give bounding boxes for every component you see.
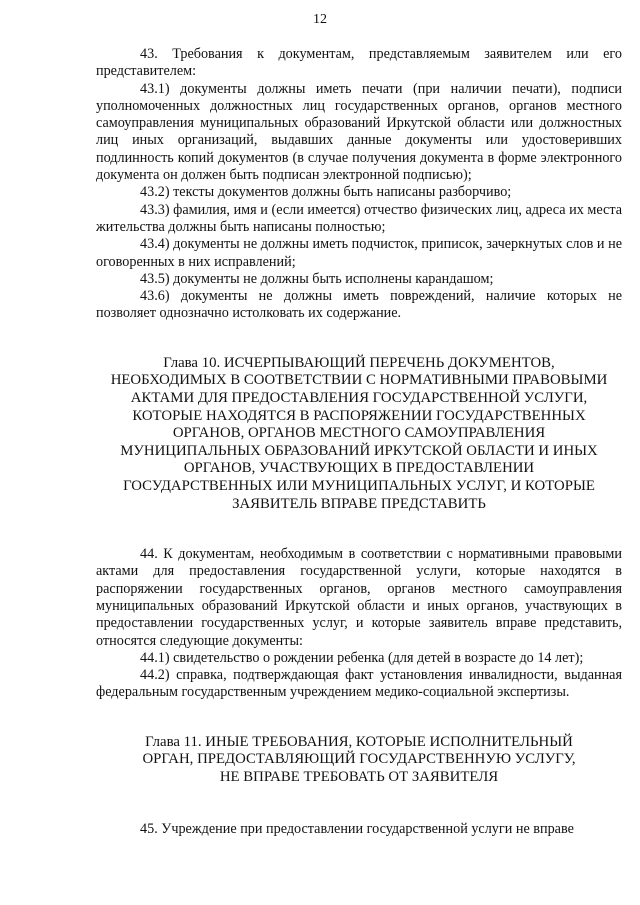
heading-line: Глава 11. ИНЫЕ ТРЕБОВАНИЯ, КОТОРЫЕ ИСПОЛНИТЕЛЬНЫЙ [145,733,573,750]
heading-line: ОРГАНОВ, УЧАСТВУЮЩИХ В ПРЕДОСТАВЛЕНИИ [183,460,535,477]
page-number: 12 [313,12,327,27]
heading-line: ЗАЯВИТЕЛЬ ВПРАВЕ ПРЕДСТАВИТЬ [232,495,486,512]
paragraph-43: 43. Требования к документам, представляемым заявителем или его представителем: [96,46,622,80]
heading-line: МУНИЦИПАЛЬНЫХ ОБРАЗОВАНИЙ ИРКУТСКОЙ ОБЛАСТИ И ИНЫХ [120,442,598,459]
paragraph-43-6: 43.6) документы не должны иметь повреждений, наличие которых не позволяет однозначно истолковать их содержание. [96,288,622,322]
chapter-11-heading [96,734,622,787]
heading-line: ГОСУДАРСТВЕННЫХ ИЛИ МУНИЦИПАЛЬНЫХ УСЛУГ, И КОТОРЫЕ [123,477,595,494]
heading-line: ОРГАНОВ, ОРГАНОВ МЕСТНОГО САМОУПРАВЛЕНИЯ [172,425,546,442]
paragraph-44-2: 44.2) справка, подтверждающая факт установления инвалидности, выданная федеральным государственным учреждением медико-социальной экспертизы. [96,667,622,701]
heading-line: КОТОРЫЕ НАХОДЯТСЯ В РАСПОРЯЖЕНИИ ГОСУДАРСТВЕННЫХ [132,407,586,424]
heading-line: НЕ ВПРАВЕ ТРЕБОВАТЬ ОТ ЗАЯВИТЕЛЯ [219,768,499,785]
paragraph-44: 44. К документам, необходимым в соответствии с нормативными правовыми актами для предоставления государственной услуги, которые находятся в распоряжении государственных органов, органов местного самоуправления муниципальных образований Иркутской области и иных органов, участвующих в предоставлении государственных услуг, и которые заявитель вправе представить, относятся следующие документы: [96,546,622,649]
chapter-10-heading [96,355,622,513]
paragraph-45: 45. Учреждение при предоставлении государственной услуги не вправе [140,820,574,837]
paragraph-43-3: 43.3) фамилия, имя и (если имеется) отчество физических лиц, адреса их места жительства должны быть написаны полностью; [96,201,622,235]
paragraph-43-4: 43.4) документы не должны иметь подчисток, приписок, зачеркнутых слов и не оговоренных в них исправлений; [96,236,622,270]
heading-line: НЕОБХОДИМЫХ В СООТВЕТСТВИИ С НОРМАТИВНЫМИ ПРАВОВЫМИ [110,372,608,389]
heading-line: ОРГАН, ПРЕДОСТАВЛЯЮЩИЙ ГОСУДАРСТВЕННУЮ УСЛУГУ, [142,751,576,768]
paragraph-43-5: 43.5) документы не должны быть исполнены карандашом; [140,270,494,287]
document-body [96,46,622,838]
heading-line: Глава 10. ИСЧЕРПЫВАЮЩИЙ ПЕРЕЧЕНЬ ДОКУМЕНТОВ, [163,354,555,371]
paragraph-43-1: 43.1) документы должны иметь печати (при наличии печати), подписи уполномоченных должностных лиц государственных органов, органов местного самоуправления муниципальных образований Иркутской области или должностных лиц иных организаций, выдавших данные документы или удостоверивших подлинность копий документов (в случае получения документа в форме электронного документа он должен быть подписан электронной подписью); [96,80,622,184]
paragraph-44-1: 44.1) свидетельство о рождении ребенка (для детей в возрасте до 14 лет); [140,649,584,666]
heading-line: АКТАМИ ДЛЯ ПРЕДОСТАВЛЕНИЯ ГОСУДАРСТВЕННОЙ УСЛУГИ, [130,389,588,406]
paragraph-43-2: 43.2) тексты документов должны быть написаны разборчиво; [140,184,512,201]
